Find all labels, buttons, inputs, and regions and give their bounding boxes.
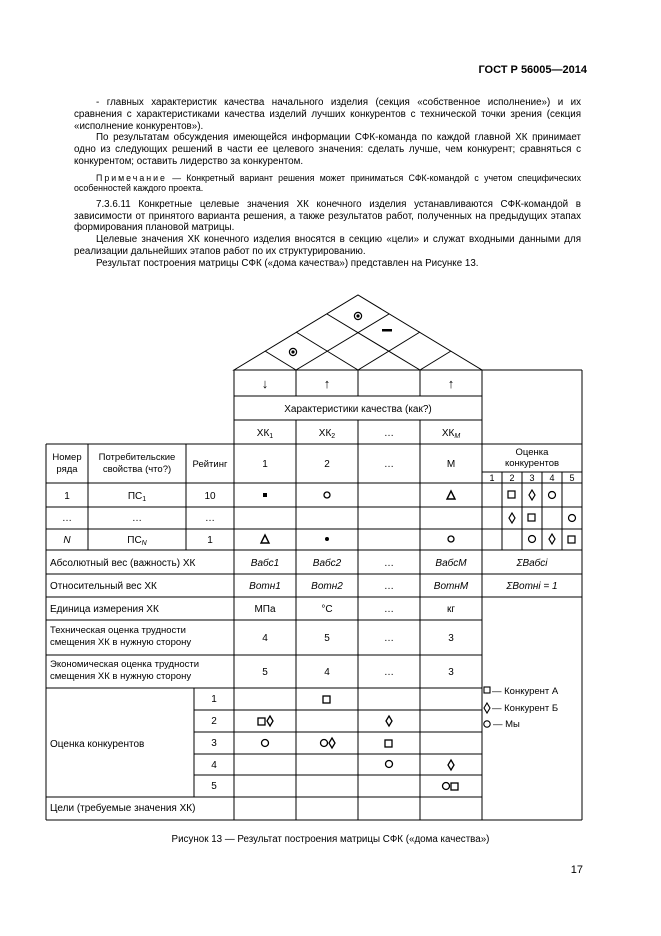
paragraph-2: По результатам обсуждения имеющейся информации СФК-команда по каждой главной ХК принимает одно из следующих решений в части ее целевого значения: сделать лучше, чем конкурент; сравняться с конкурентом; оставить лидерство за конкурентом. (74, 132, 581, 167)
circle-icon (386, 761, 393, 768)
quality-characteristics-header: Характеристики качества (как?) (284, 404, 432, 415)
index-cell: … (384, 459, 394, 470)
weak-relation-icon (263, 493, 267, 497)
negative-icon (382, 329, 392, 332)
circle-icon (262, 740, 269, 747)
hk-header-ellipsis: … (384, 428, 394, 439)
row-number-header-line1: Номер (52, 452, 82, 463)
square-icon (258, 718, 265, 725)
abs-weight-value: Вабс2 (312, 558, 342, 569)
standard-header: ГОСТ Р 56005—2014 (478, 64, 587, 76)
index-cell: 1 (262, 459, 268, 470)
evaluation-level: 1 (211, 694, 217, 705)
strong-positive-icon (289, 348, 296, 355)
page-number: 17 (570, 864, 583, 876)
diamond-icon (549, 534, 555, 544)
triangle-relation-icon (447, 491, 455, 499)
triangle-relation-icon (261, 535, 269, 543)
legend-competitor-b: — Конкурент Б (492, 703, 559, 714)
diamond-icon (509, 513, 515, 523)
evaluation-level: 2 (211, 716, 217, 727)
legend-us: — Мы (493, 719, 520, 730)
competitors-header-line1: Оценка (515, 447, 549, 458)
evaluation-level: 3 (211, 738, 217, 749)
note-text: — Конкретный вариант решения может приниматься СФК-командой с учетом специфических особенностей каждого проекта. (74, 172, 581, 194)
paragraph-1: - главных характеристик качества начального изделия (секция «собственное исполнение») и их сравнения с характеристиками качества изделий лучших конкурентов с технической точки зрения (секция «исполнение конкурентов»). (74, 97, 581, 132)
competitor-evaluation-label: Оценка конкурентов (50, 739, 145, 750)
tech-difficulty-value: … (384, 633, 394, 644)
strong-positive-icon (354, 312, 361, 319)
evaluation-level: 4 (211, 760, 217, 771)
abs-weight-value: ВабсM (435, 558, 467, 569)
circle-icon (321, 740, 328, 747)
competitor-number: 5 (569, 473, 575, 483)
roof-symbols (289, 312, 392, 355)
competitor-number: 4 (549, 473, 555, 483)
roof-grid (265, 314, 451, 370)
rel-weight-value: Вотн2 (311, 581, 343, 592)
tech-difficulty-label (50, 625, 191, 648)
abs-weight-label: Абсолютный вес (важность) ХК (50, 558, 196, 569)
table-row (63, 535, 213, 547)
goals-label: Цели (требуемые значения ХК) (50, 803, 196, 814)
row-number: 1 (64, 491, 70, 502)
unit-value: … (384, 604, 394, 615)
consumer-property: … (132, 513, 142, 524)
paragraph-3: 7.3.6.11 Конкретные целевые значения ХК конечного изделия устанавливаются СФК-командой в зависимости от принятого варианта решения, а также результатов работ, полученных на предыдущих этапах формирования плановой матрицы. (74, 198, 581, 234)
hk-header-2: $ХК_2$ (318, 428, 336, 440)
legend-competitor-a: — Конкурент А (492, 686, 559, 697)
table-row (62, 513, 215, 524)
circle-icon (484, 721, 490, 727)
consumer-properties-header (99, 452, 176, 475)
unit-label: Единица измерения ХК (50, 604, 159, 615)
index-cell: M (446, 459, 456, 470)
unit-value: кг (446, 604, 456, 615)
square-icon (323, 696, 330, 703)
tech-difficulty-value: 4 (262, 633, 268, 644)
econ-difficulty-label (50, 659, 199, 682)
square-icon (484, 687, 490, 693)
square-icon (451, 783, 458, 790)
econ-difficulty-label-line2: смещения ХК в нужную сторону (50, 671, 192, 682)
weak-relation-icon (325, 537, 329, 541)
consumer-properties-header-line2: свойства (что?) (102, 464, 172, 475)
competitor-number: 1 (489, 473, 495, 483)
circle-icon (549, 492, 556, 499)
legend (484, 686, 559, 730)
econ-difficulty-value: … (384, 667, 394, 678)
note-label: Примечание (96, 172, 167, 183)
index-cell: 2 (324, 459, 330, 470)
rel-weight-value: Вотн1 (249, 581, 281, 592)
medium-relation-icon (324, 492, 330, 498)
abs-weight-value: … (384, 558, 394, 569)
econ-difficulty-value: 4 (324, 667, 330, 678)
paragraph-5: Результат построения матрицы СФК («дома качества») представлен на Рисунке 13. (96, 257, 479, 269)
row-number: … (62, 513, 72, 524)
square-icon (385, 740, 392, 747)
rel-weight-label: Относительный вес ХК (50, 581, 157, 592)
table-row (64, 491, 216, 503)
competitor-number: 3 (529, 473, 535, 483)
competitor-number: 2 (509, 473, 515, 483)
row-number-header-line2: ряда (56, 464, 78, 475)
row-number: N (63, 535, 71, 546)
consumer-property: $ПС_1$ (127, 491, 147, 503)
circle-icon (529, 536, 536, 543)
circle-icon (443, 783, 450, 790)
tech-difficulty-label-line2: смещения ХК в нужную сторону (50, 637, 192, 648)
diamond-icon (448, 760, 454, 770)
rating: … (205, 513, 215, 524)
diamond-icon (267, 716, 273, 726)
econ-difficulty-value: 5 (262, 667, 268, 678)
hk-header-1: $ХК_1$ (256, 428, 274, 440)
evaluation-level: 5 (211, 781, 217, 792)
diamond-icon (329, 738, 335, 748)
square-icon (568, 536, 575, 543)
paragraph-4: Целевые значения ХК конечного изделия вносятся в секцию «цели» и служат входными данными для реализации дальнейших этапов работ по их структурированию. (74, 234, 581, 257)
arrow-up-icon: ↑ (323, 376, 331, 391)
abs-weight-sum: ΣВабсi (516, 558, 548, 569)
figure-caption: Рисунок 13 — Результат построения матрицы СФК («дома качества») (171, 834, 490, 845)
unit-value: МПа (254, 604, 276, 615)
rel-weight-sum: ΣВотнi = 1 (506, 581, 558, 592)
competitors-header (505, 447, 559, 469)
tech-difficulty-label-line1: Техническая оценка трудности (50, 625, 186, 636)
square-icon (508, 491, 515, 498)
rel-weight-value: … (384, 581, 394, 592)
row-number-header (52, 452, 81, 475)
rel-weight-value: ВотнM (433, 581, 469, 592)
diamond-icon (529, 490, 535, 500)
consumer-properties-header-line1: Потребительские (98, 452, 176, 463)
econ-difficulty-value: 3 (448, 667, 454, 678)
hk-header-m: $ХК_M$ (441, 428, 461, 440)
tech-difficulty-value: 3 (448, 633, 454, 644)
medium-relation-icon (448, 536, 454, 542)
diamond-icon (484, 703, 490, 713)
diamond-icon (386, 716, 392, 726)
tech-difficulty-value: 5 (324, 633, 330, 644)
circle-icon (569, 515, 576, 522)
rating-header: Рейтинг (192, 459, 228, 470)
competitors-header-line2: конкурентов (504, 458, 560, 469)
econ-difficulty-label-line1: Экономическая оценка трудности (50, 659, 200, 670)
rating: 1 (207, 535, 213, 546)
consumer-property: $ПС_N$ (127, 535, 147, 547)
arrow-up-icon: ↑ (447, 376, 455, 391)
arrow-down-icon: ↓ (261, 376, 269, 391)
abs-weight-value: Вабс1 (250, 558, 280, 569)
rating: 10 (204, 491, 216, 502)
unit-value: °С (321, 604, 333, 615)
square-icon (528, 514, 535, 521)
